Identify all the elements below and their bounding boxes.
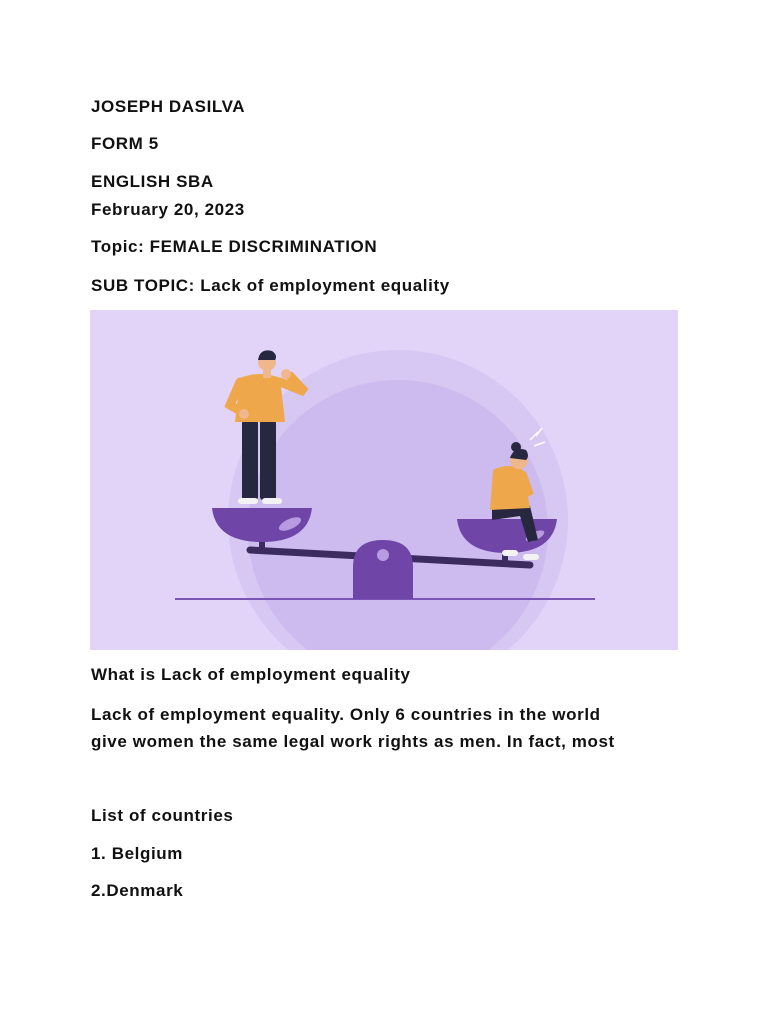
list-item: 2.Denmark <box>91 881 184 900</box>
document-date: February 20, 2023 <box>91 200 245 219</box>
body-paragraph <box>91 701 701 755</box>
subject-title: ENGLISH SBA <box>91 172 214 191</box>
gender-inequality-scale-illustration <box>90 310 678 650</box>
form-level: FORM 5 <box>91 134 159 153</box>
paragraph-line: Lack of employment equality. Only 6 countries in the world <box>91 705 601 724</box>
subtopic-line: SUB TOPIC: Lack of employment equality <box>91 276 450 295</box>
list-item: 1. Belgium <box>91 844 183 863</box>
scale-fulcrum <box>353 540 413 599</box>
author-name: JOSEPH DASILVA <box>91 97 246 116</box>
paragraph-line: give women the same legal work rights as men. In fact, most <box>91 732 615 751</box>
list-heading: List of countries <box>91 806 234 825</box>
topic-line: Topic: FEMALE DISCRIMINATION <box>91 237 378 256</box>
section-question: What is Lack of employment equality <box>91 665 411 684</box>
